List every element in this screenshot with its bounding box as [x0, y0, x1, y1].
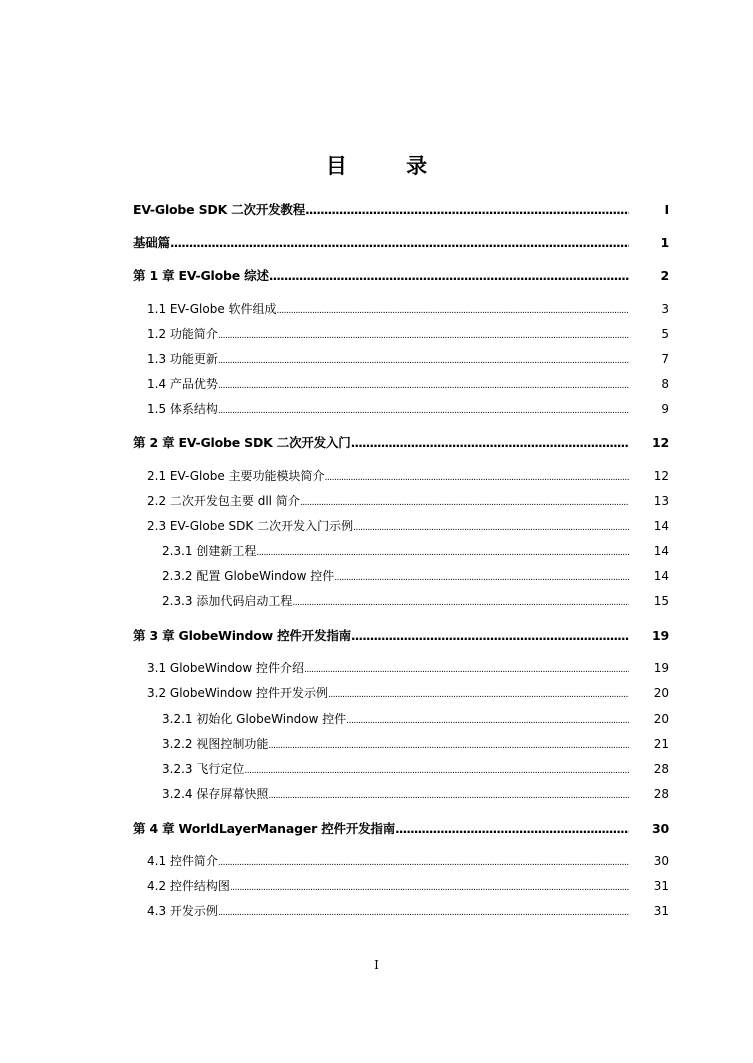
- toc-entry-chapter-2[interactable]: [133, 433, 669, 451]
- leader-dots: [230, 883, 629, 893]
- leader-dots: [334, 573, 629, 583]
- toc-entry-page: 13: [653, 494, 669, 508]
- toc-entry-page: 28: [653, 787, 669, 801]
- toc-entry-3-2-2[interactable]: [162, 735, 669, 752]
- leader-dots: [269, 268, 629, 283]
- toc-entry-label: 3.2.1 初始化 GlobeWindow 控件: [162, 712, 347, 726]
- leader-dots: [244, 766, 629, 776]
- leader-dots: [170, 235, 629, 250]
- toc-entry-3-2-1[interactable]: [162, 710, 669, 727]
- toc-entry-2-3-2[interactable]: [162, 567, 669, 584]
- toc-entry-label: 3.2.4 保存屏幕快照: [162, 787, 269, 801]
- toc-entry-label: 1.3 功能更新: [147, 352, 218, 366]
- toc-entry-page: 1: [660, 235, 669, 250]
- toc-entry-page: 12: [652, 435, 669, 450]
- toc-entry-label: 第 3 章 GlobeWindow 控件开发指南: [133, 628, 351, 643]
- toc-entry-page: 2: [660, 268, 669, 283]
- toc-entry-label: 第 1 章 EV-Globe 综述: [133, 268, 269, 283]
- toc-entry-label: 3.1 GlobeWindow 控件介绍: [147, 661, 305, 675]
- toc-entry-label: 2.3.3 添加代码启动工程: [162, 594, 293, 608]
- toc-entry-label: 第 2 章 EV-Globe SDK 二次开发入门: [133, 435, 351, 450]
- toc-entry-2-2[interactable]: [147, 492, 669, 509]
- leader-dots: [218, 406, 629, 416]
- toc-entry-1-2[interactable]: [147, 325, 669, 342]
- toc-entry-page: 19: [652, 628, 669, 643]
- toc-entry-label: 4.3 开发示例: [147, 904, 218, 918]
- toc-entry-2-3-1[interactable]: [162, 542, 669, 559]
- toc-entry-page: I: [664, 202, 669, 217]
- toc-entry-page: 31: [653, 904, 669, 918]
- toc-entry-3-2-4[interactable]: [162, 785, 669, 802]
- toc-entry-label: 1.5 体系结构: [147, 402, 218, 416]
- toc-entry-label: 2.1 EV-Globe 主要功能模块简介: [147, 469, 325, 483]
- toc-entry-1-4[interactable]: [147, 375, 669, 392]
- toc-entry-label: 第 4 章 WorldLayerManager 控件开发指南: [133, 821, 396, 836]
- toc-entry-label: 1.4 产品优势: [147, 377, 218, 391]
- toc-entry-3-2[interactable]: [147, 684, 669, 701]
- toc-entry-page: 31: [653, 879, 669, 893]
- toc-entry-label: 基础篇: [133, 235, 170, 250]
- toc-entry-page: 30: [653, 854, 669, 868]
- toc-entry-3-2-3[interactable]: [162, 760, 669, 777]
- leader-dots: [256, 548, 629, 558]
- toc-entry-4-2[interactable]: [147, 877, 669, 894]
- leader-dots: [292, 598, 629, 608]
- toc-entry-2-3-3[interactable]: [162, 592, 669, 609]
- toc-entry-page: 28: [653, 762, 669, 776]
- toc-entry-label: 2.3 EV-Globe SDK 二次开发入门示例: [147, 519, 354, 533]
- toc-entry-1-3[interactable]: [147, 350, 669, 367]
- toc-entry-page: 5: [661, 327, 669, 341]
- leader-dots: [218, 356, 629, 366]
- leader-dots: [395, 821, 629, 836]
- leader-dots: [328, 690, 629, 700]
- toc-entry-label: 3.2.3 飞行定位: [162, 762, 245, 776]
- leader-dots: [268, 741, 629, 751]
- toc-entry-page: 15: [653, 594, 669, 608]
- toc-entry-chapter-3[interactable]: [133, 626, 669, 644]
- leader-dots: [277, 306, 629, 316]
- toc-entry-page: 7: [661, 352, 669, 366]
- toc-entry-label: 2.3.2 配置 GlobeWindow 控件: [162, 569, 335, 583]
- leader-dots: [218, 331, 629, 341]
- toc-entry-4-3[interactable]: [147, 902, 669, 919]
- toc-entry-label: 4.2 控件结构图: [147, 879, 230, 893]
- toc-entry-label: 3.2 GlobeWindow 控件开发示例: [147, 686, 329, 700]
- toc-entry-4-1[interactable]: [147, 852, 669, 869]
- toc-entry-label: 4.1 控件简介: [147, 854, 218, 868]
- toc-entry-page: 14: [653, 544, 669, 558]
- leader-dots: [346, 716, 629, 726]
- leader-dots: [218, 908, 629, 918]
- page-number: I: [374, 958, 379, 972]
- toc-entry-1-1[interactable]: [147, 300, 669, 317]
- toc-entry-page: 30: [652, 821, 669, 836]
- toc-entry-label: EV-Globe SDK 二次开发教程: [133, 202, 306, 217]
- leader-dots: [218, 381, 629, 391]
- toc-entry-page: 20: [653, 686, 669, 700]
- toc-entry-page: 14: [653, 519, 669, 533]
- toc-entry-2-1[interactable]: [147, 467, 669, 484]
- toc-entry-page: 14: [653, 569, 669, 583]
- toc-entry-label: 2.2 二次开发包主要 dll 简介: [147, 494, 300, 508]
- toc-entry-label: 2.3.1 创建新工程: [162, 544, 257, 558]
- toc-entry-page: 20: [653, 712, 669, 726]
- leader-dots: [325, 473, 629, 483]
- table-of-contents: [133, 0, 669, 1063]
- toc-entry-page: 3: [661, 302, 669, 316]
- leader-dots: [304, 665, 629, 675]
- toc-entry-label: 3.2.2 视图控制功能: [162, 737, 269, 751]
- leader-dots: [305, 202, 629, 217]
- toc-entry-chapter-4[interactable]: [133, 819, 669, 837]
- leader-dots: [351, 435, 629, 450]
- leader-dots: [218, 858, 629, 868]
- leader-dots: [351, 628, 629, 643]
- toc-entry-page: 9: [661, 402, 669, 416]
- toc-entry-sdk-tutorial[interactable]: [133, 200, 669, 218]
- leader-dots: [300, 498, 629, 508]
- toc-entry-1-5[interactable]: [147, 400, 669, 417]
- toc-entry-3-1[interactable]: [147, 659, 669, 676]
- toc-entry-page: 19: [653, 661, 669, 675]
- toc-title: 目 录: [325, 153, 454, 178]
- toc-entry-label: 1.2 功能简介: [147, 327, 218, 341]
- toc-entry-basics[interactable]: [133, 233, 669, 251]
- toc-entry-page: 21: [653, 737, 669, 751]
- leader-dots: [353, 523, 629, 533]
- leader-dots: [268, 791, 629, 801]
- toc-entry-chapter-1[interactable]: [133, 266, 669, 284]
- toc-entry-page: 8: [661, 377, 669, 391]
- toc-entry-page: 12: [653, 469, 669, 483]
- toc-entry-label: 1.1 EV-Globe 软件组成: [147, 302, 277, 316]
- toc-entry-2-3[interactable]: [147, 517, 669, 534]
